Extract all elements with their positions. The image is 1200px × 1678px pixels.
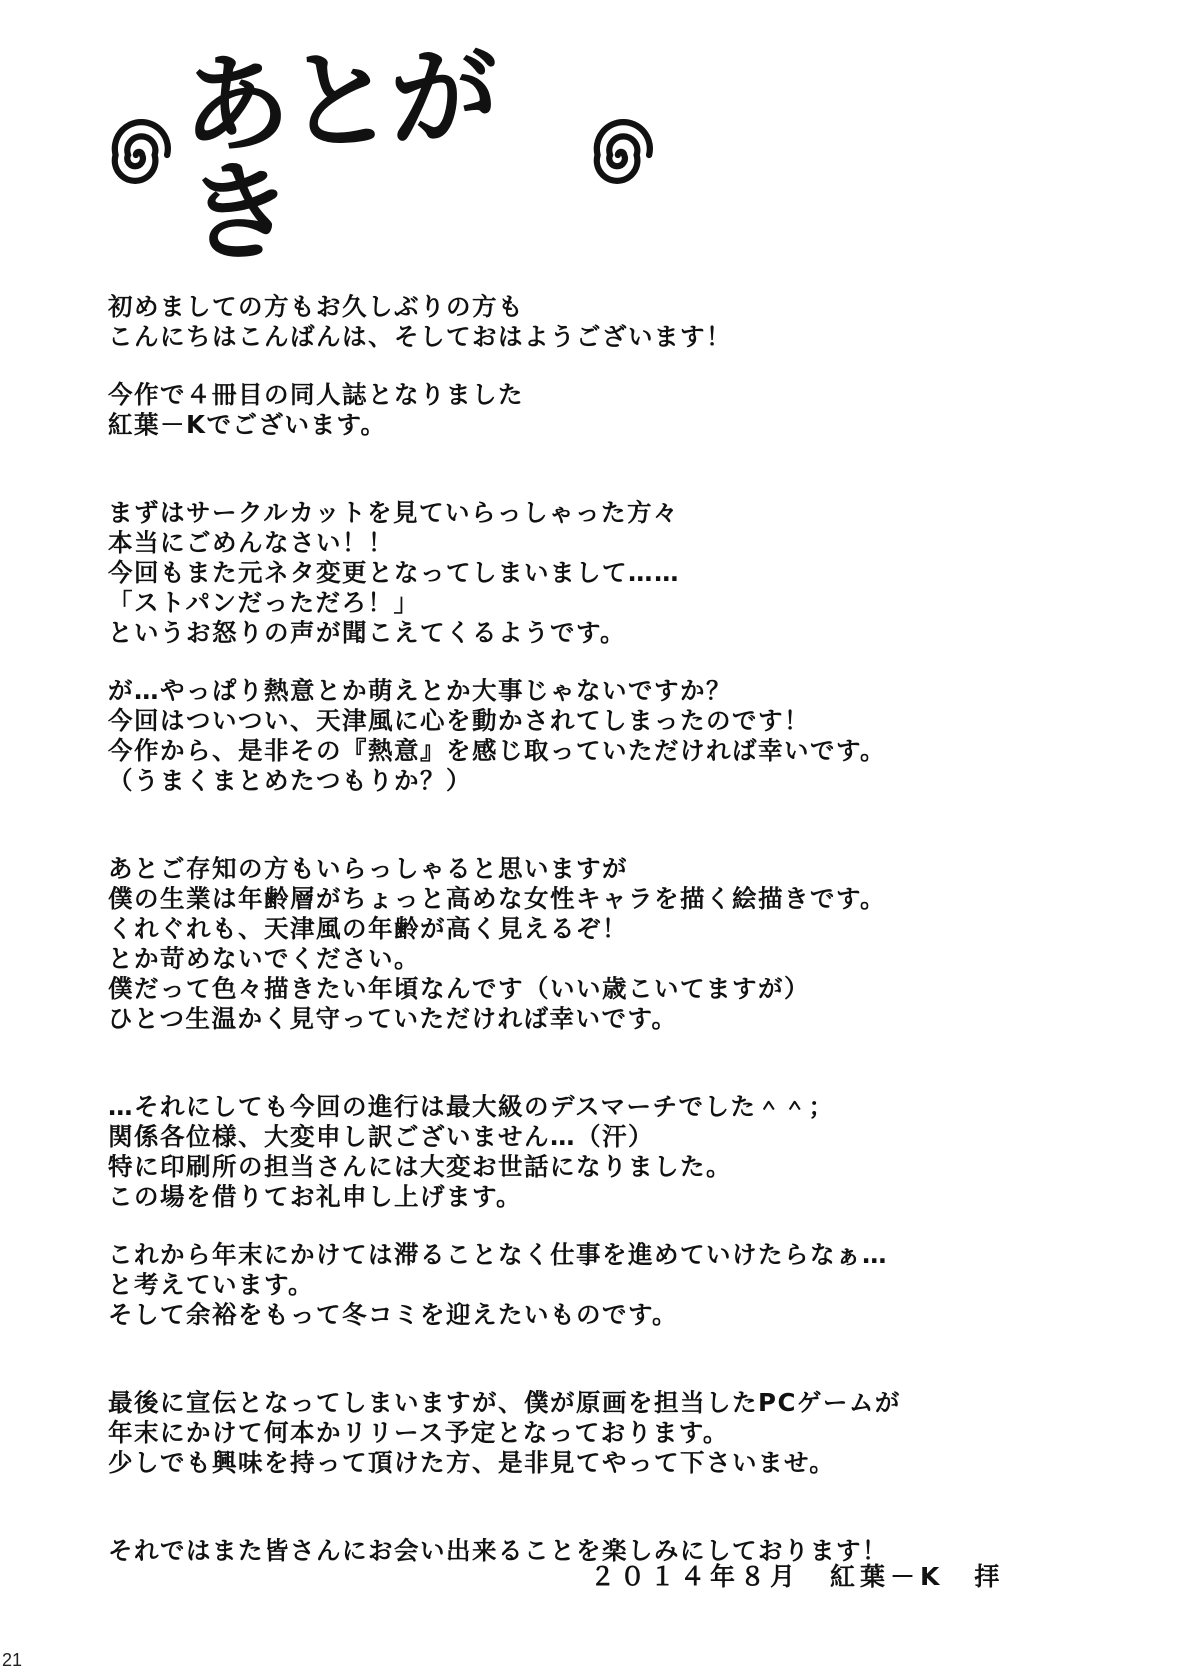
text-line: 今回はついつい、天津風に心を動かされてしまったのです！ xyxy=(108,706,810,735)
text-line: と考えています。 xyxy=(108,1270,315,1299)
text-line: というお怒りの声が聞こえてくるようです。 xyxy=(108,618,627,647)
heading-title: あとがき xyxy=(180,34,497,278)
text-line: そして余裕をもって冬コミを迎えたいものです。 xyxy=(108,1300,679,1329)
text-line: こんにちはこんばんは、そしておはようございます！ xyxy=(108,322,732,351)
text-line: 年末にかけて何本かリリース予定となっております。 xyxy=(108,1418,729,1447)
text-line: とか苛めないでください。 xyxy=(108,944,420,973)
page-number: 21 xyxy=(2,1650,23,1670)
spiral-icon xyxy=(100,116,178,194)
text-line: 本当にごめんなさい！！ xyxy=(108,528,394,557)
text-line: 今作で４冊目の同人誌となりました xyxy=(108,380,524,409)
paragraph-schedule xyxy=(108,1092,1118,1212)
paragraph-year-end xyxy=(108,1240,1118,1330)
paragraph-enthusiasm xyxy=(108,676,1118,796)
text-line: 今回もまた元ネタ変更となってしまいまして…… xyxy=(108,558,680,587)
text-line: あとご存知の方もいらっしゃると思いますが xyxy=(108,854,628,883)
signature: ２０１４年８月 紅葉－K 拝 xyxy=(590,1562,1005,1591)
paragraph-apology xyxy=(108,498,1118,648)
text-line: 関係各位様、大変申し訳ございません…（汗） xyxy=(108,1122,654,1151)
text-line: が…やっぱり熱意とか萌えとか大事じゃないですか？ xyxy=(108,676,732,705)
text-line: 紅葉－Kでございます。 xyxy=(108,410,387,439)
text-line: 初めましての方もお久しぶりの方も xyxy=(108,292,524,321)
text-line: （うまくまとめたつもりか？） xyxy=(108,766,472,795)
text-line: ひとつ生温かく見守っていただければ幸いです。 xyxy=(108,1004,678,1033)
text-line: …それにしても今回の進行は最大級のデスマーチでした＾＾； xyxy=(108,1092,835,1121)
afterword-heading xyxy=(100,34,660,278)
text-line: 最後に宣伝となってしまいますが、僕が原画を担当したPCゲームが xyxy=(108,1388,901,1417)
text-line: 僕だって色々描きたい年頃なんです（いい歳こいてますが） xyxy=(108,974,810,1003)
text-line: くれぐれも、天津風の年齢が高く見えるぞ！ xyxy=(108,914,628,943)
paragraph-greeting xyxy=(108,292,1118,352)
afterword-body xyxy=(108,292,1118,1566)
text-line: これから年末にかけては滞ることなく仕事を進めていけたらなぁ… xyxy=(108,1240,888,1269)
text-line: 今作から、是非その『熱意』を感じ取っていただければ幸いです。 xyxy=(108,736,887,765)
text-line: 「ストパンだっただろ！」 xyxy=(108,588,420,617)
spiral-icon xyxy=(582,116,660,194)
text-line: 特に印刷所の担当さんには大変お世話になりました。 xyxy=(108,1152,732,1181)
text-line: まずはサークルカットを見ていらっしゃった方々 xyxy=(108,498,680,527)
paragraph-occupation xyxy=(108,854,1118,1034)
text-line: この場を借りてお礼申し上げます。 xyxy=(108,1182,523,1211)
text-line: それではまた皆さんにお会い出来ることを楽しみにしております！ xyxy=(108,1536,888,1565)
paragraph-promotion xyxy=(108,1388,1118,1478)
paragraph-introduction xyxy=(108,380,1118,440)
text-line: 僕の生業は年齢層がちょっと高めな女性キャラを描く絵描きです。 xyxy=(108,884,887,913)
text-line: 少しでも興味を持って頂けた方、是非見てやって下さいませ。 xyxy=(108,1448,836,1477)
